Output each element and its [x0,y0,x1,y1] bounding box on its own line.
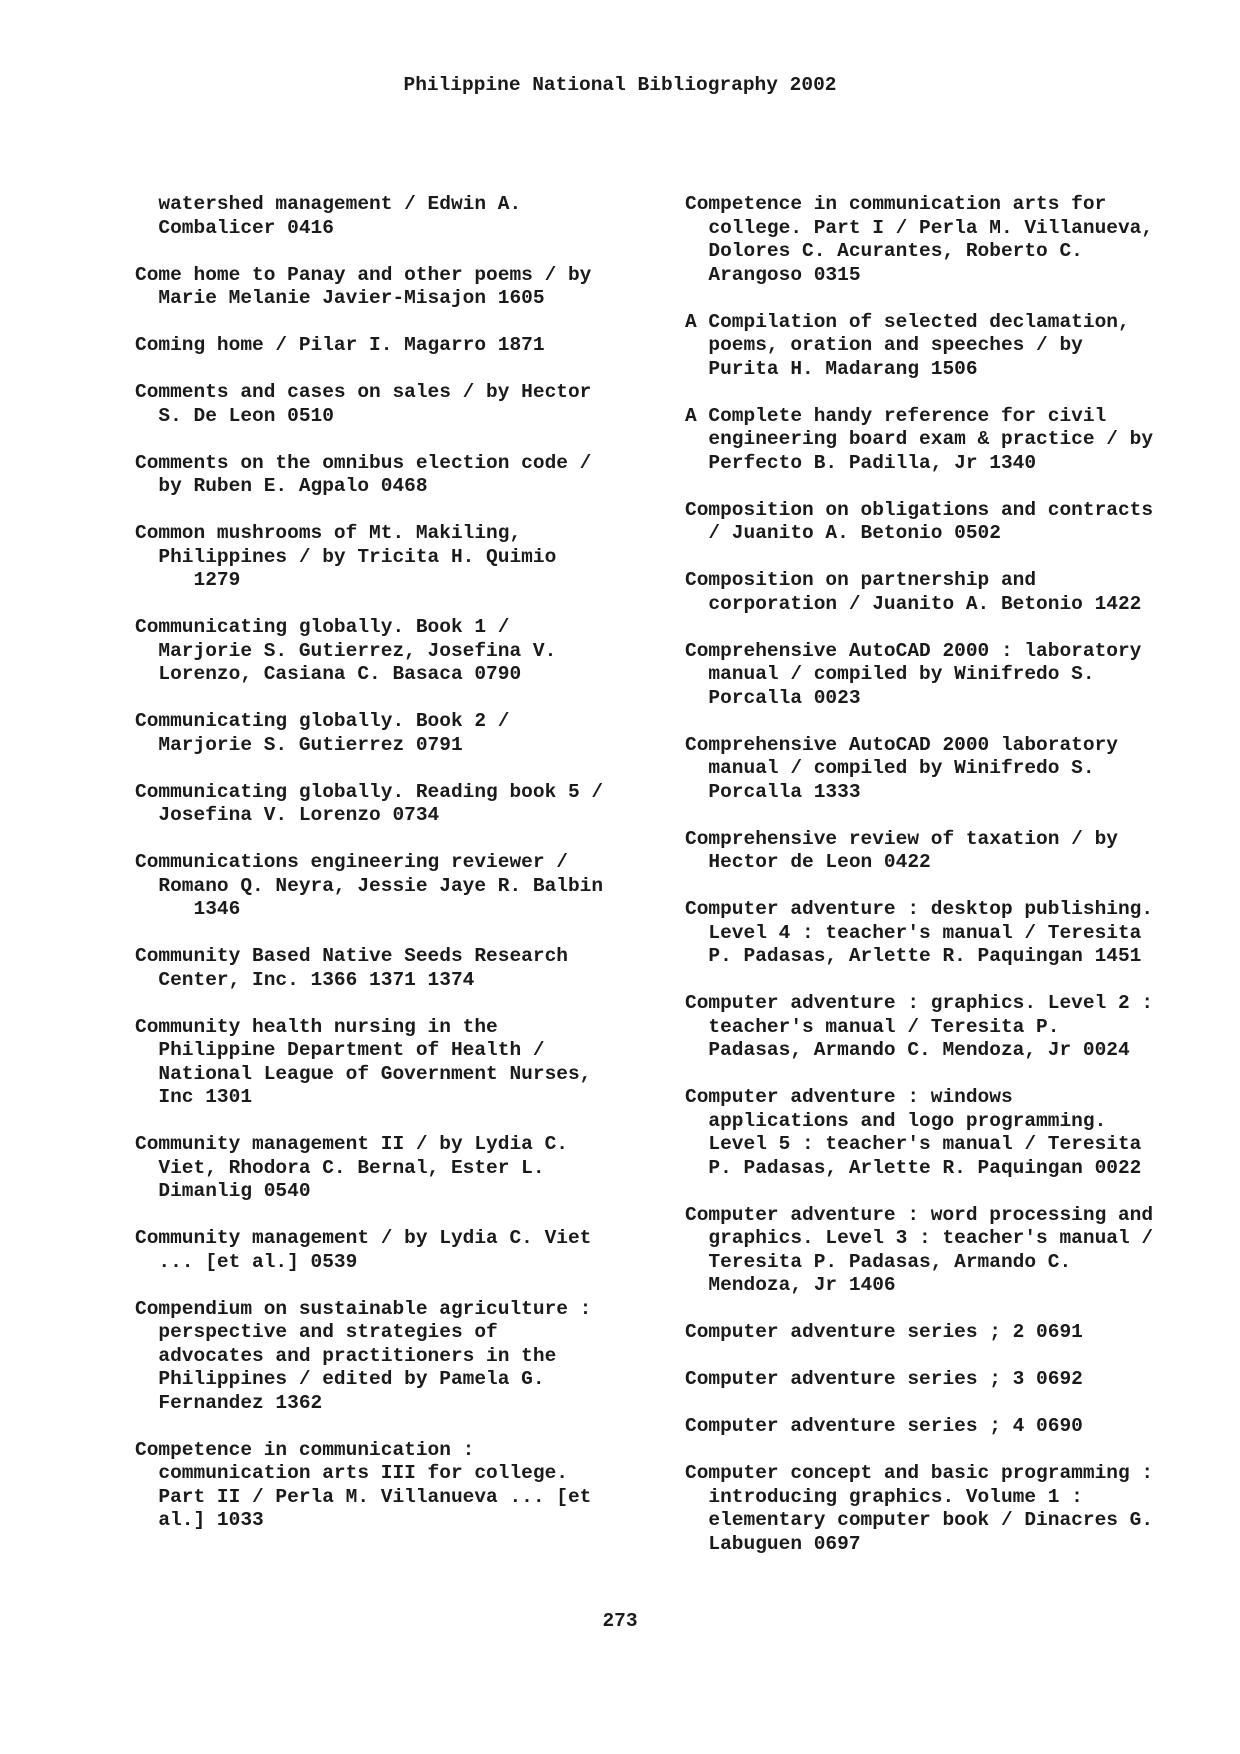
entry-line: A Compilation of selected declamation, [685,310,1130,333]
page-number: 273 [602,1610,638,1632]
entry-line: Computer adventure : word processing and [685,1203,1154,1226]
entry-line: Inc 1301 [135,1086,253,1108]
entry-line: manual / compiled by Winifredo S. [685,757,1095,779]
entry-line: Communicating globally. Book 1 / [135,616,510,638]
entry-line: Community management / by Lydia C. Viet [135,1227,592,1249]
entry-line: ... [et al.] 0539 [135,1250,358,1273]
entry-line: watershed management / Edwin A. [135,193,522,215]
entry-line: Center, Inc. 1366 1371 1374 [135,968,475,991]
entry-line: Padasas, Armando C. Mendoza, Jr 0024 [685,1039,1130,1061]
bibliography-entry [135,781,655,828]
bibliography-entry [135,334,655,358]
bibliography-entry [135,264,655,311]
entry-line: Fernandez 1362 [135,1391,323,1414]
entry-line: Arangoso 0315 [685,263,861,286]
entry-line: Hector de Leon 0422 [685,851,931,873]
bibliography-entry [685,1086,1205,1180]
entry-line: Philippine Department of Health / [135,1039,545,1061]
entry-line: Perfecto B. Padilla, Jr 1340 [685,451,1037,474]
entry-line: elementary computer book / Dinacres G. [685,1509,1154,1531]
bibliography-entry [685,1368,1205,1392]
bibliography-entry [135,710,655,757]
bibliography-entry [685,640,1205,711]
entry-line: Computer adventure : windows [685,1086,1013,1108]
entry-line: Porcalla 1333 [685,780,861,803]
entry-line: by Ruben E. Agpalo 0468 [135,475,428,497]
bibliography-entry [135,1439,655,1533]
entry-line: introducing graphics. Volume 1 : [685,1485,1083,1508]
bibliography-entry [685,1204,1205,1298]
bibliography-entry [135,452,655,499]
bibliography-entry [135,1298,655,1416]
entry-line: 1279 [135,569,241,591]
entry-line: Marjorie S. Gutierrez, Josefina V. [135,639,557,662]
entry-line: Computer adventure series ; 2 0691 [685,1321,1083,1343]
bibliography-entry [135,522,655,593]
bibliography-entry [685,828,1205,875]
entry-line: applications and logo programming. [685,1109,1107,1132]
bibliography-entry [685,569,1205,616]
entry-line: Composition on obligations and contracts [685,498,1154,521]
entry-line: poems, oration and speeches / by [685,334,1083,356]
entry-line: graphics. Level 3 : teacher's manual / [685,1227,1154,1249]
entry-line: Communicating globally. Reading book 5 / [135,780,604,803]
entry-line: Compendium on sustainable agriculture : [135,1297,592,1320]
entry-line: Josefina V. Lorenzo 0734 [135,804,440,826]
bibliography-entry [135,1016,655,1110]
entry-line: Computer adventure : graphics. Level 2 : [685,992,1154,1014]
bibliography-entry [685,311,1205,382]
entry-line: Computer concept and basic programming : [685,1462,1154,1484]
bibliography-entry [685,405,1205,476]
bibliography-entry [135,851,655,922]
entry-line: Comprehensive AutoCAD 2000 : laboratory [685,639,1142,662]
entry-line: Combalicer 0416 [135,216,334,239]
entry-line: advocates and practitioners in the [135,1344,557,1367]
entry-line: Community Based Native Seeds Research [135,945,568,967]
entry-line: Competence in communication arts for [685,193,1107,215]
bibliography-entry [685,1415,1205,1439]
entry-line: Viet, Rhodora C. Bernal, Ester L. [135,1156,545,1179]
entry-line: Comprehensive review of taxation / by [685,827,1118,850]
entry-line: Dimanlig 0540 [135,1180,311,1202]
entry-line: Comments on the omnibus election code / [135,451,592,474]
entry-line: Mendoza, Jr 1406 [685,1274,896,1296]
page-header: Philippine National Bibliography 2002 [403,74,837,96]
entry-line: Teresita P. Padasas, Armando C. [685,1250,1072,1273]
entry-line: 1346 [135,898,241,920]
entry-line: Marie Melanie Javier-Misajon 1605 [135,287,545,309]
entry-line: Part II / Perla M. Villanueva ... [et [135,1485,592,1508]
entry-line: Comments and cases on sales / by Hector [135,381,592,403]
entry-line: Computer adventure : desktop publishing. [685,898,1154,920]
entry-line: Level 5 : teacher's manual / Teresita [685,1133,1142,1155]
entry-line: P. Padasas, Arlette R. Paquingan 0022 [685,1156,1142,1179]
bibliography-entry [685,499,1205,546]
entry-line: Level 4 : teacher's manual / Teresita [685,921,1142,944]
entry-line: A Complete handy reference for civil [685,404,1107,427]
entry-line: manual / compiled by Winifredo S. [685,663,1095,685]
bibliography-entry [135,1133,655,1204]
entry-line: Lorenzo, Casiana C. Basaca 0790 [135,663,522,685]
left-column [135,193,655,1556]
entry-line: Purita H. Madarang 1506 [685,357,978,380]
bibliography-entry [685,1462,1205,1556]
bibliography-entry [135,616,655,687]
entry-line: Coming home / Pilar I. Magarro 1871 [135,334,545,356]
entry-line: Communicating globally. Book 2 / [135,710,510,732]
entry-line: communication arts III for college. [135,1462,568,1484]
entry-line: Romano Q. Neyra, Jessie Jaye R. Balbin [135,874,604,897]
entry-line: / Juanito A. Betonio 0502 [685,522,1001,544]
entry-line: college. Part I / Perla M. Villanueva, [685,216,1154,239]
entry-line: Come home to Panay and other poems / by [135,263,592,286]
entry-line: Community health nursing in the [135,1015,498,1038]
entry-line: Comprehensive AutoCAD 2000 laboratory [685,733,1118,756]
entry-line: teacher's manual / Teresita P. [685,1015,1060,1038]
entry-line: Composition on partnership and [685,569,1037,591]
entry-line: Labuguen 0697 [685,1532,861,1555]
bibliography-entry [135,193,655,240]
entry-line: S. De Leon 0510 [135,404,334,427]
entry-line: Porcalla 0023 [685,686,861,709]
right-column [685,193,1205,1580]
entry-line: perspective and strategies of [135,1321,498,1343]
bibliography-entry [685,193,1205,287]
entry-line: engineering board exam & practice / by [685,428,1154,450]
entry-line: Common mushrooms of Mt. Makiling, [135,522,522,544]
entry-line: corporation / Juanito A. Betonio 1422 [685,592,1142,615]
entry-line: Philippines / by Tricita H. Quimio [135,545,557,568]
entry-line: Dolores C. Acurantes, Roberto C. [685,240,1083,262]
entry-line: Competence in communication : [135,1438,475,1461]
bibliography-entry [685,734,1205,805]
entry-line: Community management II / by Lydia C. [135,1133,568,1155]
bibliography-entry [685,992,1205,1063]
entry-line: al.] 1033 [135,1509,264,1531]
bibliography-entry [135,945,655,992]
entry-line: Philippines / edited by Pamela G. [135,1368,545,1390]
entry-line: Marjorie S. Gutierrez 0791 [135,733,463,756]
entry-line: P. Padasas, Arlette R. Paquingan 1451 [685,945,1142,967]
bibliography-entry [135,1227,655,1274]
bibliography-entry [685,898,1205,969]
entry-line: Communications engineering reviewer / [135,851,568,873]
entry-line: Computer adventure series ; 4 0690 [685,1415,1083,1437]
bibliography-entry [135,381,655,428]
entry-line: National League of Government Nurses, [135,1062,592,1085]
entry-line: Computer adventure series ; 3 0692 [685,1368,1083,1390]
bibliography-entry [685,1321,1205,1345]
